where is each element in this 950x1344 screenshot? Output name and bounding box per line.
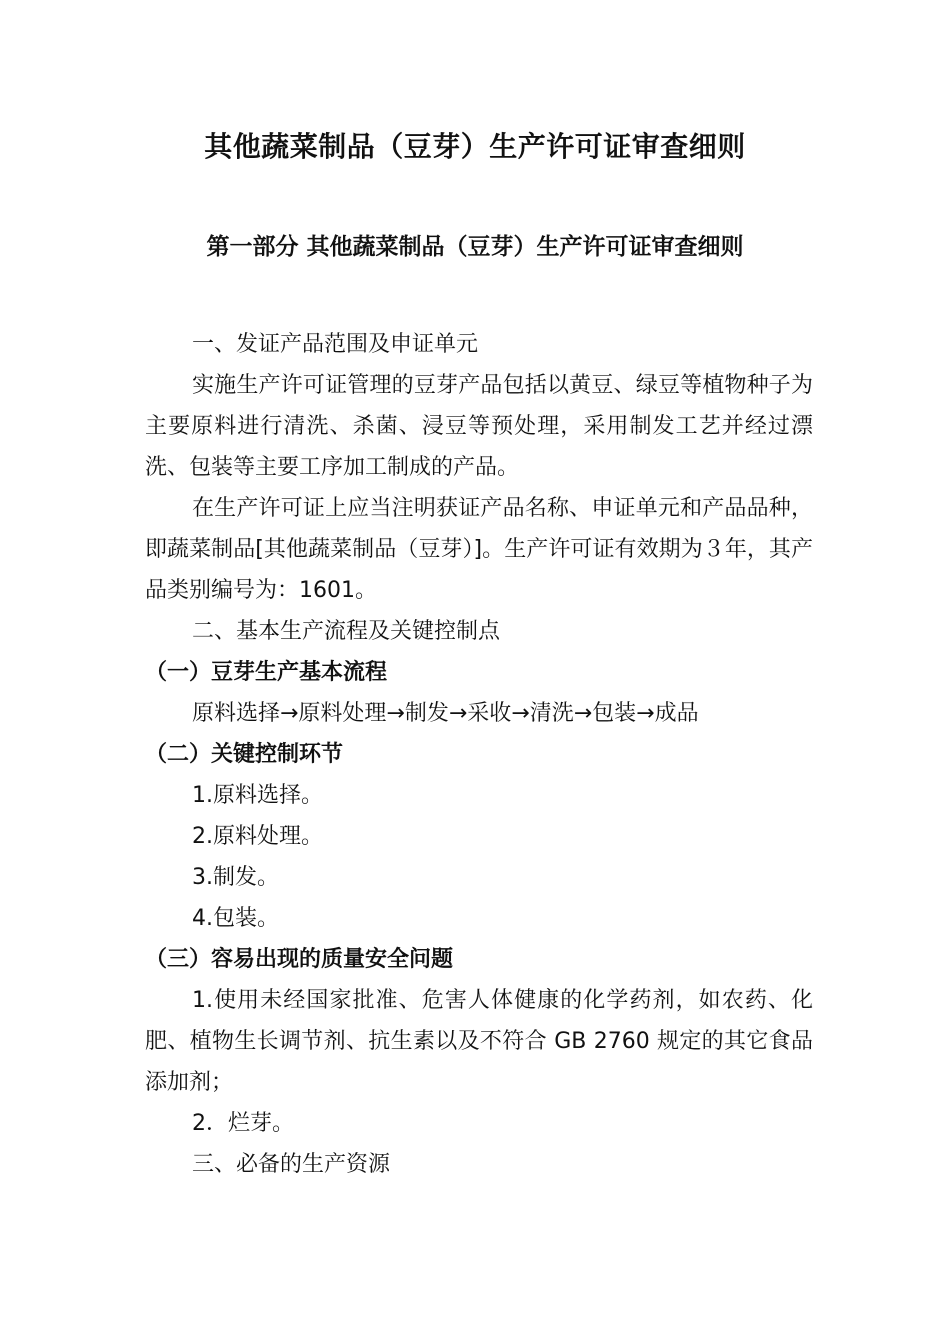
part-subtitle: 第一部分 其他蔬菜制品（豆芽）生产许可证审查细则	[206, 233, 744, 260]
document-title: 其他蔬菜制品（豆芽）生产许可证审查细则	[204, 130, 746, 163]
paragraph-product-scope: 实施生产许可证管理的豆芽产品包括以黄豆、绿豆等植物种子为主要原料进行清洗、杀菌、浸豆等预处理，采用制发工艺并经过漂洗、包装等主要工序加工制成的产品。	[145, 373, 813, 480]
process-flow-text: 原料选择→原料处理→制发→采收→清洗→包装→成品	[192, 701, 699, 726]
list-item: 1.原料选择。	[192, 783, 323, 808]
paragraph-license-info: 在生产许可证上应当注明获证产品名称、申证单元和产品品种，即蔬菜制品[其他蔬菜制品（豆芽）]。生产许可证有效期为３年，其产品类别编号为：1601。	[145, 496, 813, 603]
list-item: 4.包装。	[192, 906, 279, 931]
document-body	[145, 324, 813, 1185]
list-item: 3.制发。	[192, 865, 279, 890]
subheading-basic-flow: （一）豆芽生产基本流程	[145, 660, 388, 685]
section-heading-resources: 三、必备的生产资源	[192, 1152, 391, 1177]
paragraph-issue-chemicals: 1.使用未经国家批准、危害人体健康的化学药剂，如农药、化肥、植物生长调节剂、抗生素以及不符合 GB 2760 规定的其它食品添加剂；	[145, 988, 813, 1095]
subheading-quality-issues: （三）容易出现的质量安全问题	[145, 947, 454, 972]
paragraph-issue-rotten-sprouts: 2．烂芽。	[192, 1111, 294, 1136]
section-heading-scope: 一、发证产品范围及申证单元	[192, 332, 479, 357]
list-item: 2.原料处理。	[192, 824, 323, 849]
subheading-key-controls: （二）关键控制环节	[145, 742, 344, 767]
section-heading-process: 二、基本生产流程及关键控制点	[192, 619, 501, 644]
